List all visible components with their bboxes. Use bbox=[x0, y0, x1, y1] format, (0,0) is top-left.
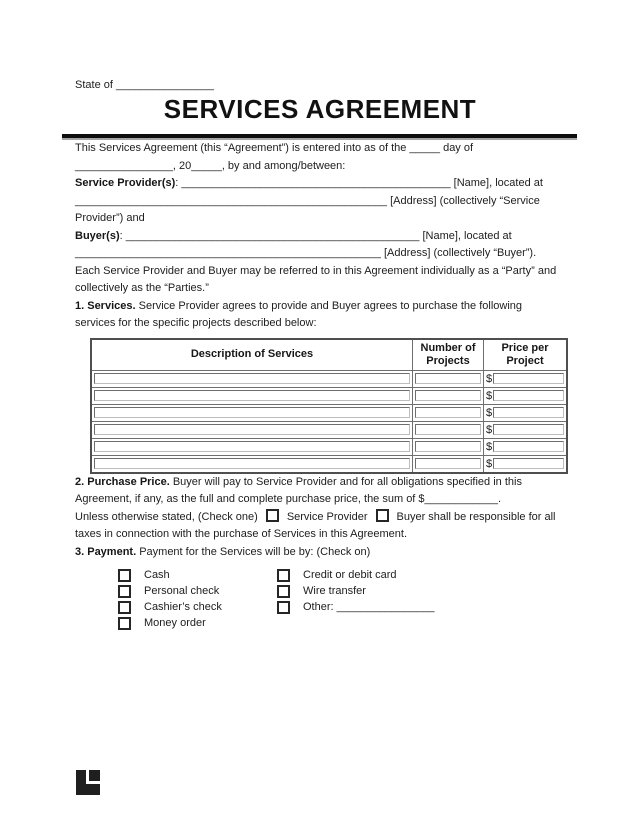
payment-option-label: Credit or debit card bbox=[303, 569, 397, 581]
buyer-paragraph bbox=[75, 228, 565, 263]
services-table-header-row bbox=[91, 339, 567, 371]
payment-option-credit-or-debit-card bbox=[277, 569, 435, 582]
table-row bbox=[91, 387, 567, 404]
section-3-label: 3. Payment. bbox=[75, 545, 137, 558]
state-of-line bbox=[75, 78, 565, 92]
payment-options-left-column bbox=[118, 569, 277, 633]
state-of-blank: ________________ bbox=[115, 79, 214, 91]
payment-option-cashiers-check bbox=[118, 601, 277, 614]
taxes-option-service-provider: Service Provider bbox=[286, 510, 368, 523]
service-provider-name-note: [Name], located at bbox=[450, 177, 543, 189]
currency-symbol: $ bbox=[486, 457, 493, 470]
section-2-label: 2. Purchase Price. bbox=[75, 475, 170, 488]
projects-input[interactable] bbox=[415, 458, 481, 469]
description-input[interactable] bbox=[94, 441, 410, 452]
buyer-address-blank: __________________________________________________ bbox=[75, 247, 381, 259]
description-input[interactable] bbox=[94, 390, 410, 401]
price-input[interactable] bbox=[493, 441, 564, 452]
payment-options bbox=[118, 569, 565, 633]
buyer-label: Buyer(s) bbox=[75, 229, 120, 242]
price-input[interactable] bbox=[493, 458, 564, 469]
taxes-paragraph bbox=[75, 509, 565, 544]
description-input[interactable] bbox=[94, 458, 410, 469]
checkbox-credit-or-debit-card[interactable] bbox=[277, 569, 290, 582]
payment-option-label: Personal check bbox=[144, 585, 220, 597]
service-provider-colon: : bbox=[175, 177, 182, 189]
checkbox-personal-check[interactable] bbox=[118, 585, 131, 598]
service-provider-name-blank: ____________________________________________ bbox=[181, 177, 451, 189]
checkbox-money-order[interactable] bbox=[118, 617, 131, 630]
section-2-text: Buyer will pay to Service Provider and for all obligations specified in this Agreement, if any, as the full and complete purchase price, the sum of $____________. bbox=[75, 475, 522, 505]
parties-paragraph bbox=[75, 263, 565, 298]
service-provider-label: Service Provider(s) bbox=[75, 177, 176, 189]
buyer-address-note: [Address] (collectively “Buyer”). bbox=[380, 247, 537, 259]
table-row bbox=[91, 370, 567, 387]
table-row bbox=[91, 404, 567, 421]
payment-option-other bbox=[277, 601, 435, 614]
projects-input[interactable] bbox=[415, 390, 481, 401]
taxes-option-buyer-text: Buyer shall be responsible for all taxes in connection with the purchase of Services in this Agreement. bbox=[75, 510, 556, 540]
currency-symbol: $ bbox=[486, 440, 493, 453]
payment-option-label: Cash bbox=[144, 569, 170, 581]
taxes-prefix: Unless otherwise stated, (Check one) bbox=[75, 510, 258, 523]
section-3-text: Payment for the Services will be by: (Check on) bbox=[136, 545, 371, 558]
payment-option-money-order bbox=[118, 617, 277, 630]
table-row bbox=[91, 438, 567, 455]
section-1-label: 1. Services. bbox=[75, 299, 136, 312]
buyer-name-blank: ________________________________________________ bbox=[125, 229, 420, 242]
projects-input[interactable] bbox=[415, 424, 481, 435]
payment-option-label: Other: ________________ bbox=[303, 601, 435, 613]
currency-symbol: $ bbox=[486, 406, 493, 419]
payment-option-label: Wire transfer bbox=[303, 585, 366, 597]
payment-option-wire-transfer bbox=[277, 585, 435, 598]
buyer-colon: : bbox=[119, 229, 126, 242]
service-provider-paragraph bbox=[75, 175, 565, 228]
table-header-description-of-services: Description of Services bbox=[91, 339, 413, 371]
section-3-payment-paragraph bbox=[75, 544, 565, 562]
checkbox-buyer[interactable] bbox=[376, 509, 389, 522]
checkbox-wire-transfer[interactable] bbox=[277, 585, 290, 598]
price-input[interactable] bbox=[493, 390, 564, 401]
description-input[interactable] bbox=[94, 373, 410, 384]
currency-symbol: $ bbox=[486, 372, 493, 385]
payment-option-cash bbox=[118, 569, 277, 582]
section-1-text: Service Provider agrees to provide and Buyer agrees to purchase the following services for the specific projects described below: bbox=[75, 299, 523, 329]
section-2-purchase-price-paragraph bbox=[75, 474, 565, 509]
currency-symbol: $ bbox=[486, 389, 493, 402]
service-provider-address-blank: ___________________________________________________ bbox=[75, 194, 388, 207]
logo-cut-horizontal bbox=[86, 781, 100, 785]
payment-option-label: Cashier’s check bbox=[144, 601, 222, 613]
payment-options-right-column bbox=[277, 569, 435, 633]
description-input[interactable] bbox=[94, 424, 410, 435]
table-header-price-per-project: Price per Project bbox=[484, 339, 568, 371]
projects-input[interactable] bbox=[415, 373, 481, 384]
price-input[interactable] bbox=[493, 407, 564, 418]
checkbox-other[interactable] bbox=[277, 601, 290, 614]
price-input[interactable] bbox=[493, 373, 564, 384]
intro-paragraph bbox=[75, 140, 565, 175]
payment-option-label: Money order bbox=[144, 617, 206, 629]
legaltemplates-logo-icon bbox=[76, 770, 100, 795]
table-row bbox=[91, 421, 567, 438]
projects-input[interactable] bbox=[415, 407, 481, 418]
intro-text: This Services Agreement (this “Agreement”) is entered into as of the _____ day of ________________, 20_____, by and among/between: bbox=[75, 142, 474, 172]
buyer-name-note: [Name], located at bbox=[419, 229, 512, 242]
page-title: SERVICES AGREEMENT bbox=[163, 94, 477, 124]
checkbox-service-provider[interactable] bbox=[266, 509, 279, 522]
table-row bbox=[91, 455, 567, 473]
checkbox-cashiers-check[interactable] bbox=[118, 601, 131, 614]
description-input[interactable] bbox=[94, 407, 410, 418]
projects-input[interactable] bbox=[415, 441, 481, 452]
parties-text: Each Service Provider and Buyer may be referred to in this Agreement individually as a “Party” and collectively as the “Parties.” bbox=[75, 264, 557, 294]
currency-symbol: $ bbox=[486, 423, 493, 436]
state-of-label: State of bbox=[75, 79, 116, 91]
table-header-number-of-projects: Number of Projects bbox=[413, 339, 484, 371]
checkbox-cash[interactable] bbox=[118, 569, 131, 582]
payment-option-personal-check bbox=[118, 585, 277, 598]
service-provider-address-note: [Address] (collectively “Service Provider”) and bbox=[75, 194, 540, 224]
services-table bbox=[90, 338, 568, 474]
price-input[interactable] bbox=[493, 424, 564, 435]
section-1-services-paragraph bbox=[75, 298, 565, 333]
